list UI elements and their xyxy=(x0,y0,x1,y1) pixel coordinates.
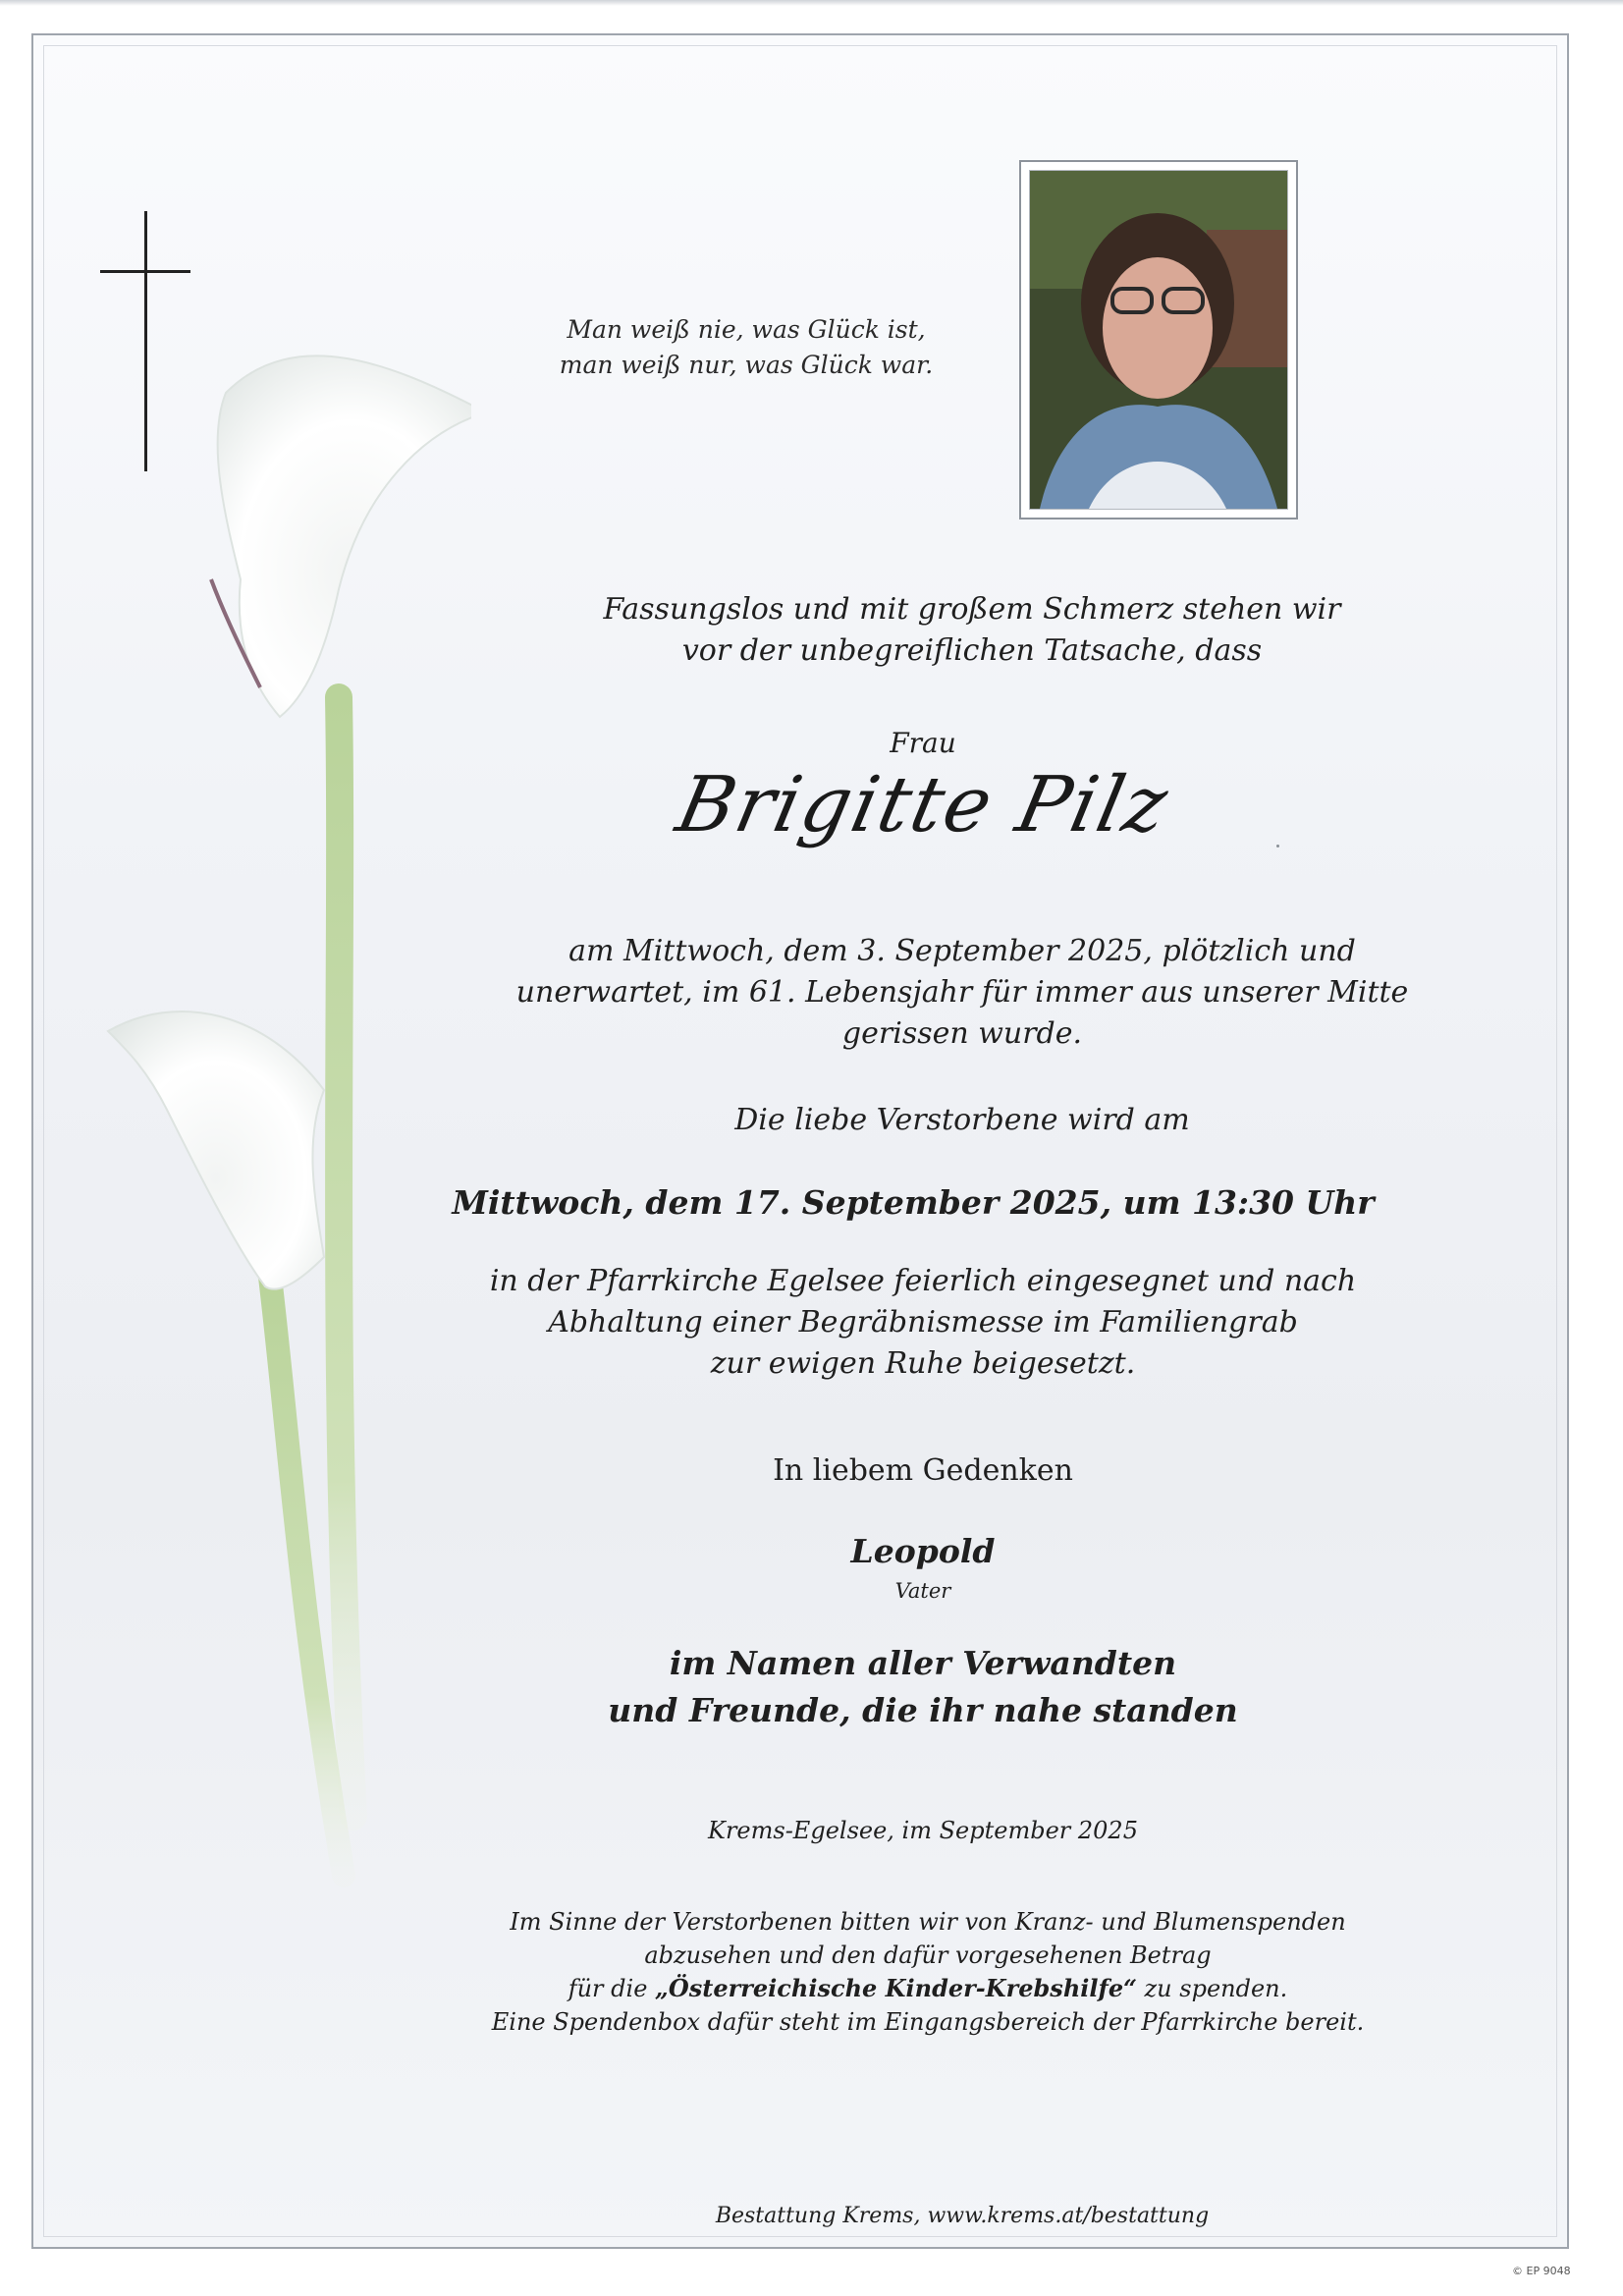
death-line: gerissen wurde. xyxy=(841,1016,1083,1051)
donation-line: abzusehen und den dafür vorgesehenen Betrag xyxy=(644,1941,1212,1969)
quote xyxy=(550,312,943,383)
funeral-home-footer: Bestattung Krems, www.krems.at/bestattung xyxy=(715,2204,1210,2228)
memory-line: In liebem Gedenken xyxy=(773,1453,1073,1488)
ceremony-lead: Die liebe Verstorbene wird am xyxy=(734,1103,1190,1137)
quote-line: Man weiß nie, was Glück ist, xyxy=(567,315,926,344)
intro-line: Fassungslos und mit großem Schmerz stehen wir xyxy=(603,592,1341,627)
donation-request xyxy=(412,1905,1443,2039)
charity-name: „Österreichische Kinder-Krebshilfe“ xyxy=(655,1974,1137,2002)
intro-text xyxy=(481,589,1463,672)
relatives-line: und Freunde, die ihr nahe standen xyxy=(608,1691,1238,1729)
stray-mark xyxy=(1276,845,1279,847)
quote-line: man weiß nur, was Glück war. xyxy=(559,351,934,379)
place-date: Krems-Egelsee, im September 2025 xyxy=(708,1817,1138,1844)
deceased-name: Brigitte Pilz xyxy=(669,761,1177,849)
mourner-name: Leopold xyxy=(850,1532,996,1570)
salutation: Frau xyxy=(890,727,956,759)
death-notice xyxy=(471,931,1453,1055)
relatives-signature xyxy=(530,1640,1316,1734)
donation-line: Im Sinne der Verstorbenen bitten wir von Kranz- und Blumenspenden xyxy=(510,1908,1346,1936)
calla-lily-illustration xyxy=(59,285,471,1994)
ceremony-details xyxy=(432,1261,1414,1385)
portrait-frame xyxy=(1019,160,1298,519)
donation-line: Eine Spendenbox dafür steht im Eingangsbereich der Pfarrkirche bereit. xyxy=(491,2008,1365,2036)
donation-pre: für die xyxy=(568,1975,656,2002)
ceremony-date: Mittwoch, dem 17. September 2025, um 13:30 Uhr xyxy=(452,1183,1375,1222)
ceremony-line: zur ewigen Ruhe beigesetzt. xyxy=(710,1346,1136,1381)
relatives-line: im Namen aller Verwandten xyxy=(669,1644,1177,1682)
death-line: unerwartet, im 61. Lebensjahr für immer aus unserer Mitte xyxy=(515,975,1409,1010)
death-line: am Mittwoch, dem 3. September 2025, plötzlich und xyxy=(568,934,1356,968)
intro-line: vor der unbegreiflichen Tatsache, dass xyxy=(681,633,1263,668)
ceremony-line: Abhaltung einer Begräbnismesse im Familiengrab xyxy=(548,1305,1298,1339)
mourner-role: Vater xyxy=(894,1579,951,1603)
donation-line xyxy=(412,1972,1443,2005)
template-code: © EP 9048 xyxy=(1512,2265,1571,2277)
portrait-photo xyxy=(1029,170,1288,510)
scan-edge xyxy=(0,0,1623,6)
ceremony-line: in der Pfarrkirche Egelsee feierlich eingesegnet und nach xyxy=(489,1264,1357,1298)
donation-post: zu spenden. xyxy=(1136,1975,1288,2002)
